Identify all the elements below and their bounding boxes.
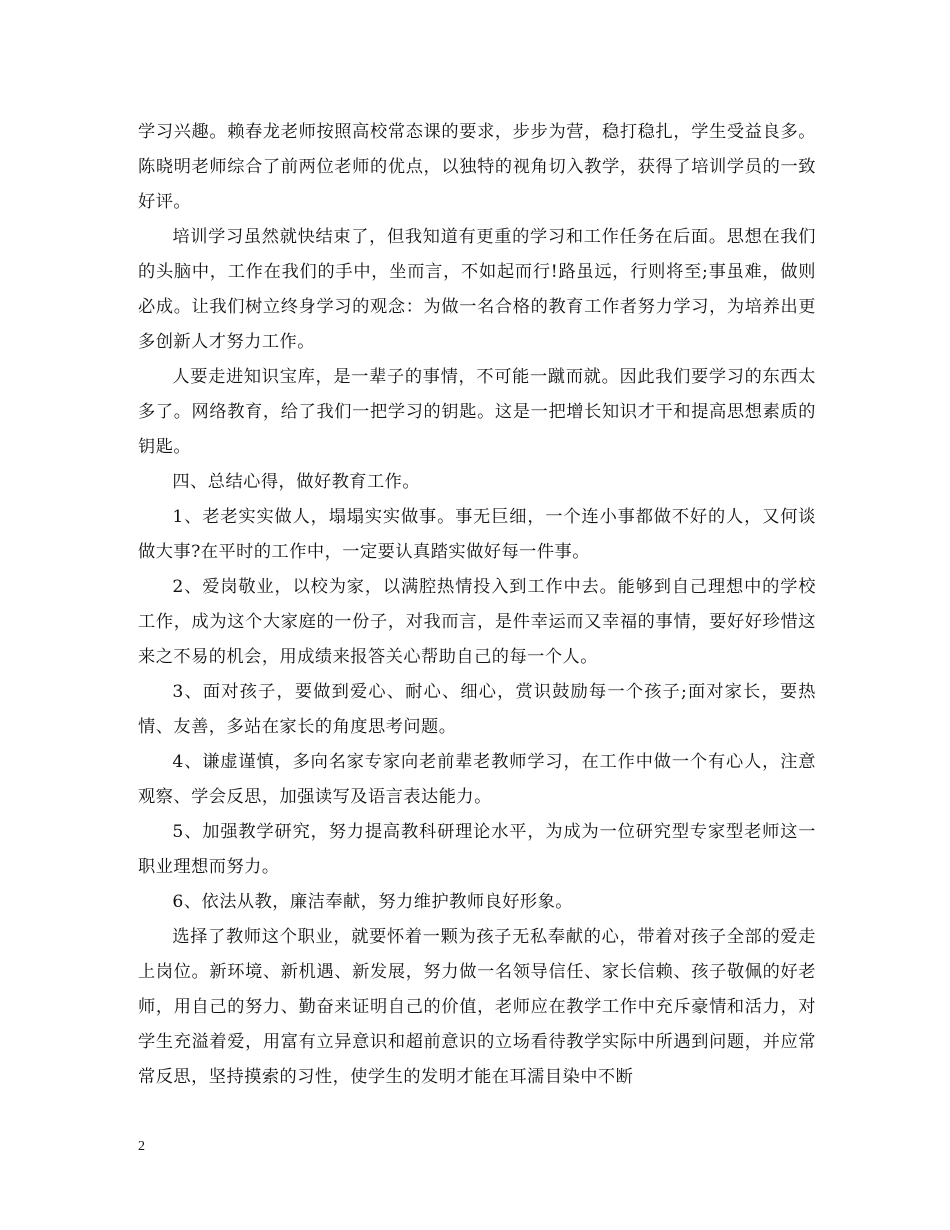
section-heading: 四、总结心得，做好教育工作。 [172, 472, 421, 492]
page-number: 2 [138, 1139, 145, 1154]
document-body [138, 115, 816, 1095]
list-item-6: 6、依法从教，廉洁奉献，努力维护教师良好形象。 [172, 892, 573, 912]
paragraph-closing: 选择了教师这个职业，就要怀着一颗为孩子无私奉献的心，带着对孩子全部的爱走上岗位。新环境、新机遇、新发展，努力做一名领导信任、家长信赖、孩子敬佩的好老师，用自己的努力、勤奋来证明自己的价值，老师应在教学工作中充斥豪情和活力，对学生充溢着爱，用富有立异意识和超前意识的立场看待教学实际中所遇到问题，并应常常反思，坚持摸索的习性，使学生的发明才能在耳濡目染中不断 [138, 927, 816, 1087]
paragraph-continuation: 学习兴趣。赖春龙老师按照高校常态课的要求，步步为营，稳打稳扎，学生受益良多。陈晓明老师综合了前两位老师的优点，以独特的视角切入教学，获得了培训学员的一致好评。 [138, 122, 816, 212]
list-item-4: 4、谦虚谨慎，多向名家专家向老前辈老教师学习，在工作中做一个有心人，注意观察、学会反思，加强读写及语言表达能力。 [138, 752, 816, 807]
paragraph-knowledge: 人要走进知识宝库，是一辈子的事情，不可能一蹴而就。因此我们要学习的东西太多了。网络教育，给了我们一把学习的钥匙。这是一把增长知识才干和提高思想素质的钥匙。 [138, 367, 816, 457]
list-item-1: 1、老老实实做人，塌塌实实做事。事无巨细，一个连小事都做不好的人，又何谈做大事?在平时的工作中，一定要认真踏实做好每一件事。 [138, 507, 816, 562]
paragraph-training-summary: 培训学习虽然就快结束了，但我知道有更重的学习和工作任务在后面。思想在我们的头脑中，工作在我们的手中，坐而言，不如起而行!路虽远，行则将至;事虽难，做则必成。让我们树立终身学习的观念：为做一名合格的教育工作者努力学习，为培养出更多创新人才努力工作。 [138, 227, 816, 352]
list-item-2: 2、爱岗敬业，以校为家，以满腔热情投入到工作中去。能够到自己理想中的学校工作，成为这个大家庭的一份子，对我而言，是件幸运而又幸福的事情，要好好珍惜这来之不易的机会，用成绩来报答关心帮助自己的每一个人。 [138, 577, 816, 667]
list-item-3: 3、面对孩子，要做到爱心、耐心、细心，赏识鼓励每一个孩子;面对家长，要热情、友善，多站在家长的角度思考问题。 [138, 682, 816, 737]
list-item-5: 5、加强教学研究，努力提高教科研理论水平，为成为一位研究型专家型老师这一职业理想而努力。 [138, 822, 816, 877]
